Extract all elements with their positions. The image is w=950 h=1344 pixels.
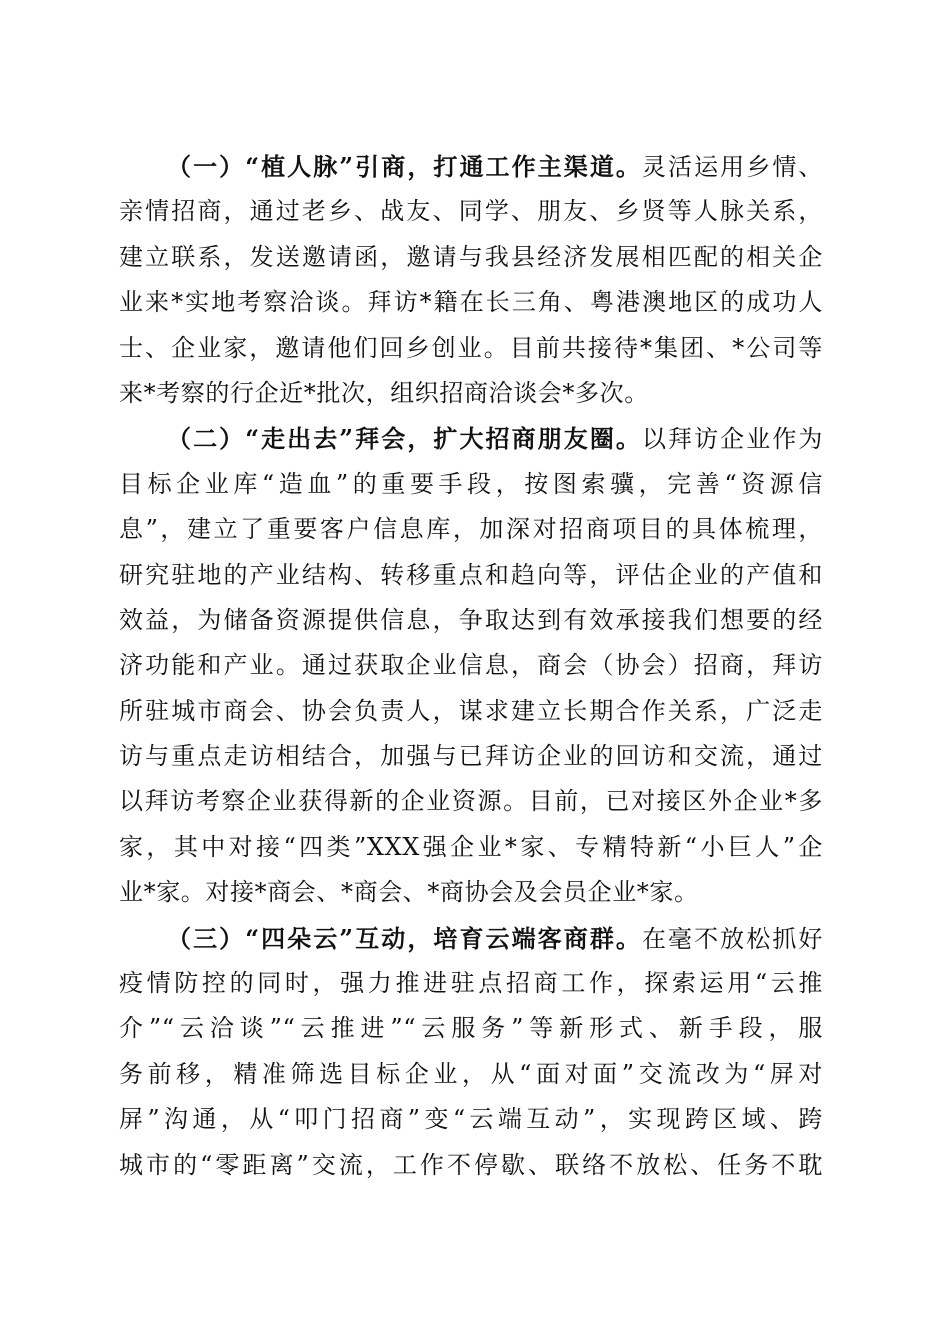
- paragraph-line: 研究驻地的产业结构、转移重点和趋向等，评估企业的产值和: [119, 560, 823, 589]
- paragraph-line: 屏”沟通，从“叩门招商”变“云端互动”，实现跨区域、跨: [119, 1105, 823, 1134]
- paragraph-line: [119, 416, 823, 461]
- paragraph-line: 业*家。对接*商会、*商会、*商协会及会员企业*家。: [119, 878, 699, 907]
- paragraph-line: 来*考察的行企近*批次，组织招商洽谈会*多次。: [119, 378, 649, 407]
- paragraph-line: 家，其中对接“四类”XXX强企业*家、专精特新“小巨人”企: [119, 832, 823, 861]
- paragraph-line: 访与重点走访相结合，加强与已拜访企业的回访和交流，通过: [119, 742, 823, 771]
- paragraph-line: 以拜访考察企业获得新的企业资源。目前，已对接区外企业*多: [119, 787, 823, 816]
- paragraph-line: [119, 144, 823, 189]
- paragraph-line: 所驻城市商会、协会负责人，谋求建立长期合作关系，广泛走: [119, 696, 823, 725]
- paragraph-line: 疫情防控的同时，强力推进驻点招商工作，探索运用“云推: [119, 969, 823, 998]
- paragraph-line: 济功能和产业。通过获取企业信息，商会（协会）招商，拜访: [119, 651, 823, 680]
- paragraph-line: 息”，建立了重要客户信息库，加深对招商项目的具体梳理，: [119, 515, 823, 544]
- paragraph-line: 建立联系，发送邀请函，邀请与我县经济发展相匹配的相关企: [119, 242, 823, 271]
- section-heading: （二）“走出去”拜会，扩大招商朋友圈。: [167, 424, 642, 454]
- paragraph-line: 效益，为储备资源提供信息，争取达到有效承接我们想要的经: [119, 605, 823, 634]
- paragraph-line: 亲情招商，通过老乡、战友、同学、朋友、乡贤等人脉关系，: [119, 197, 823, 226]
- paragraph-line: 士、企业家，邀请他们回乡创业。目前共接待*集团、*公司等: [119, 333, 823, 362]
- section-heading: （三）“四朵云”互动，培育云端客商群。: [167, 923, 642, 953]
- paragraph-line: 务前移，精准筛选目标企业，从“面对面”交流改为“屏对: [119, 1059, 823, 1088]
- paragraph-text: 在毫不放松抓好: [641, 924, 823, 953]
- paragraph-line: [119, 916, 823, 961]
- document-page: [119, 144, 823, 1188]
- paragraph-line: 业来*实地考察洽谈。拜访*籍在长三角、粤港澳地区的成功人: [119, 288, 823, 317]
- section-3: [119, 916, 823, 1188]
- paragraph-text: 灵活运用乡情、: [641, 153, 823, 181]
- section-2: [119, 416, 823, 915]
- paragraph-text: 以拜访企业作为: [641, 425, 823, 454]
- paragraph-line: 目标企业库“造血”的重要手段，按图索骥，完善“资源信: [119, 469, 823, 498]
- section-heading: （一）“植人脉”引商，打通工作主渠道。: [167, 152, 642, 181]
- paragraph-line: 城市的“零距离”交流，工作不停歇、联络不放松、任务不耽: [119, 1150, 823, 1179]
- section-1: [119, 144, 823, 416]
- paragraph-line: 介”“云洽谈”“云推进”“云服务”等新形式、新手段，服: [119, 1014, 823, 1043]
